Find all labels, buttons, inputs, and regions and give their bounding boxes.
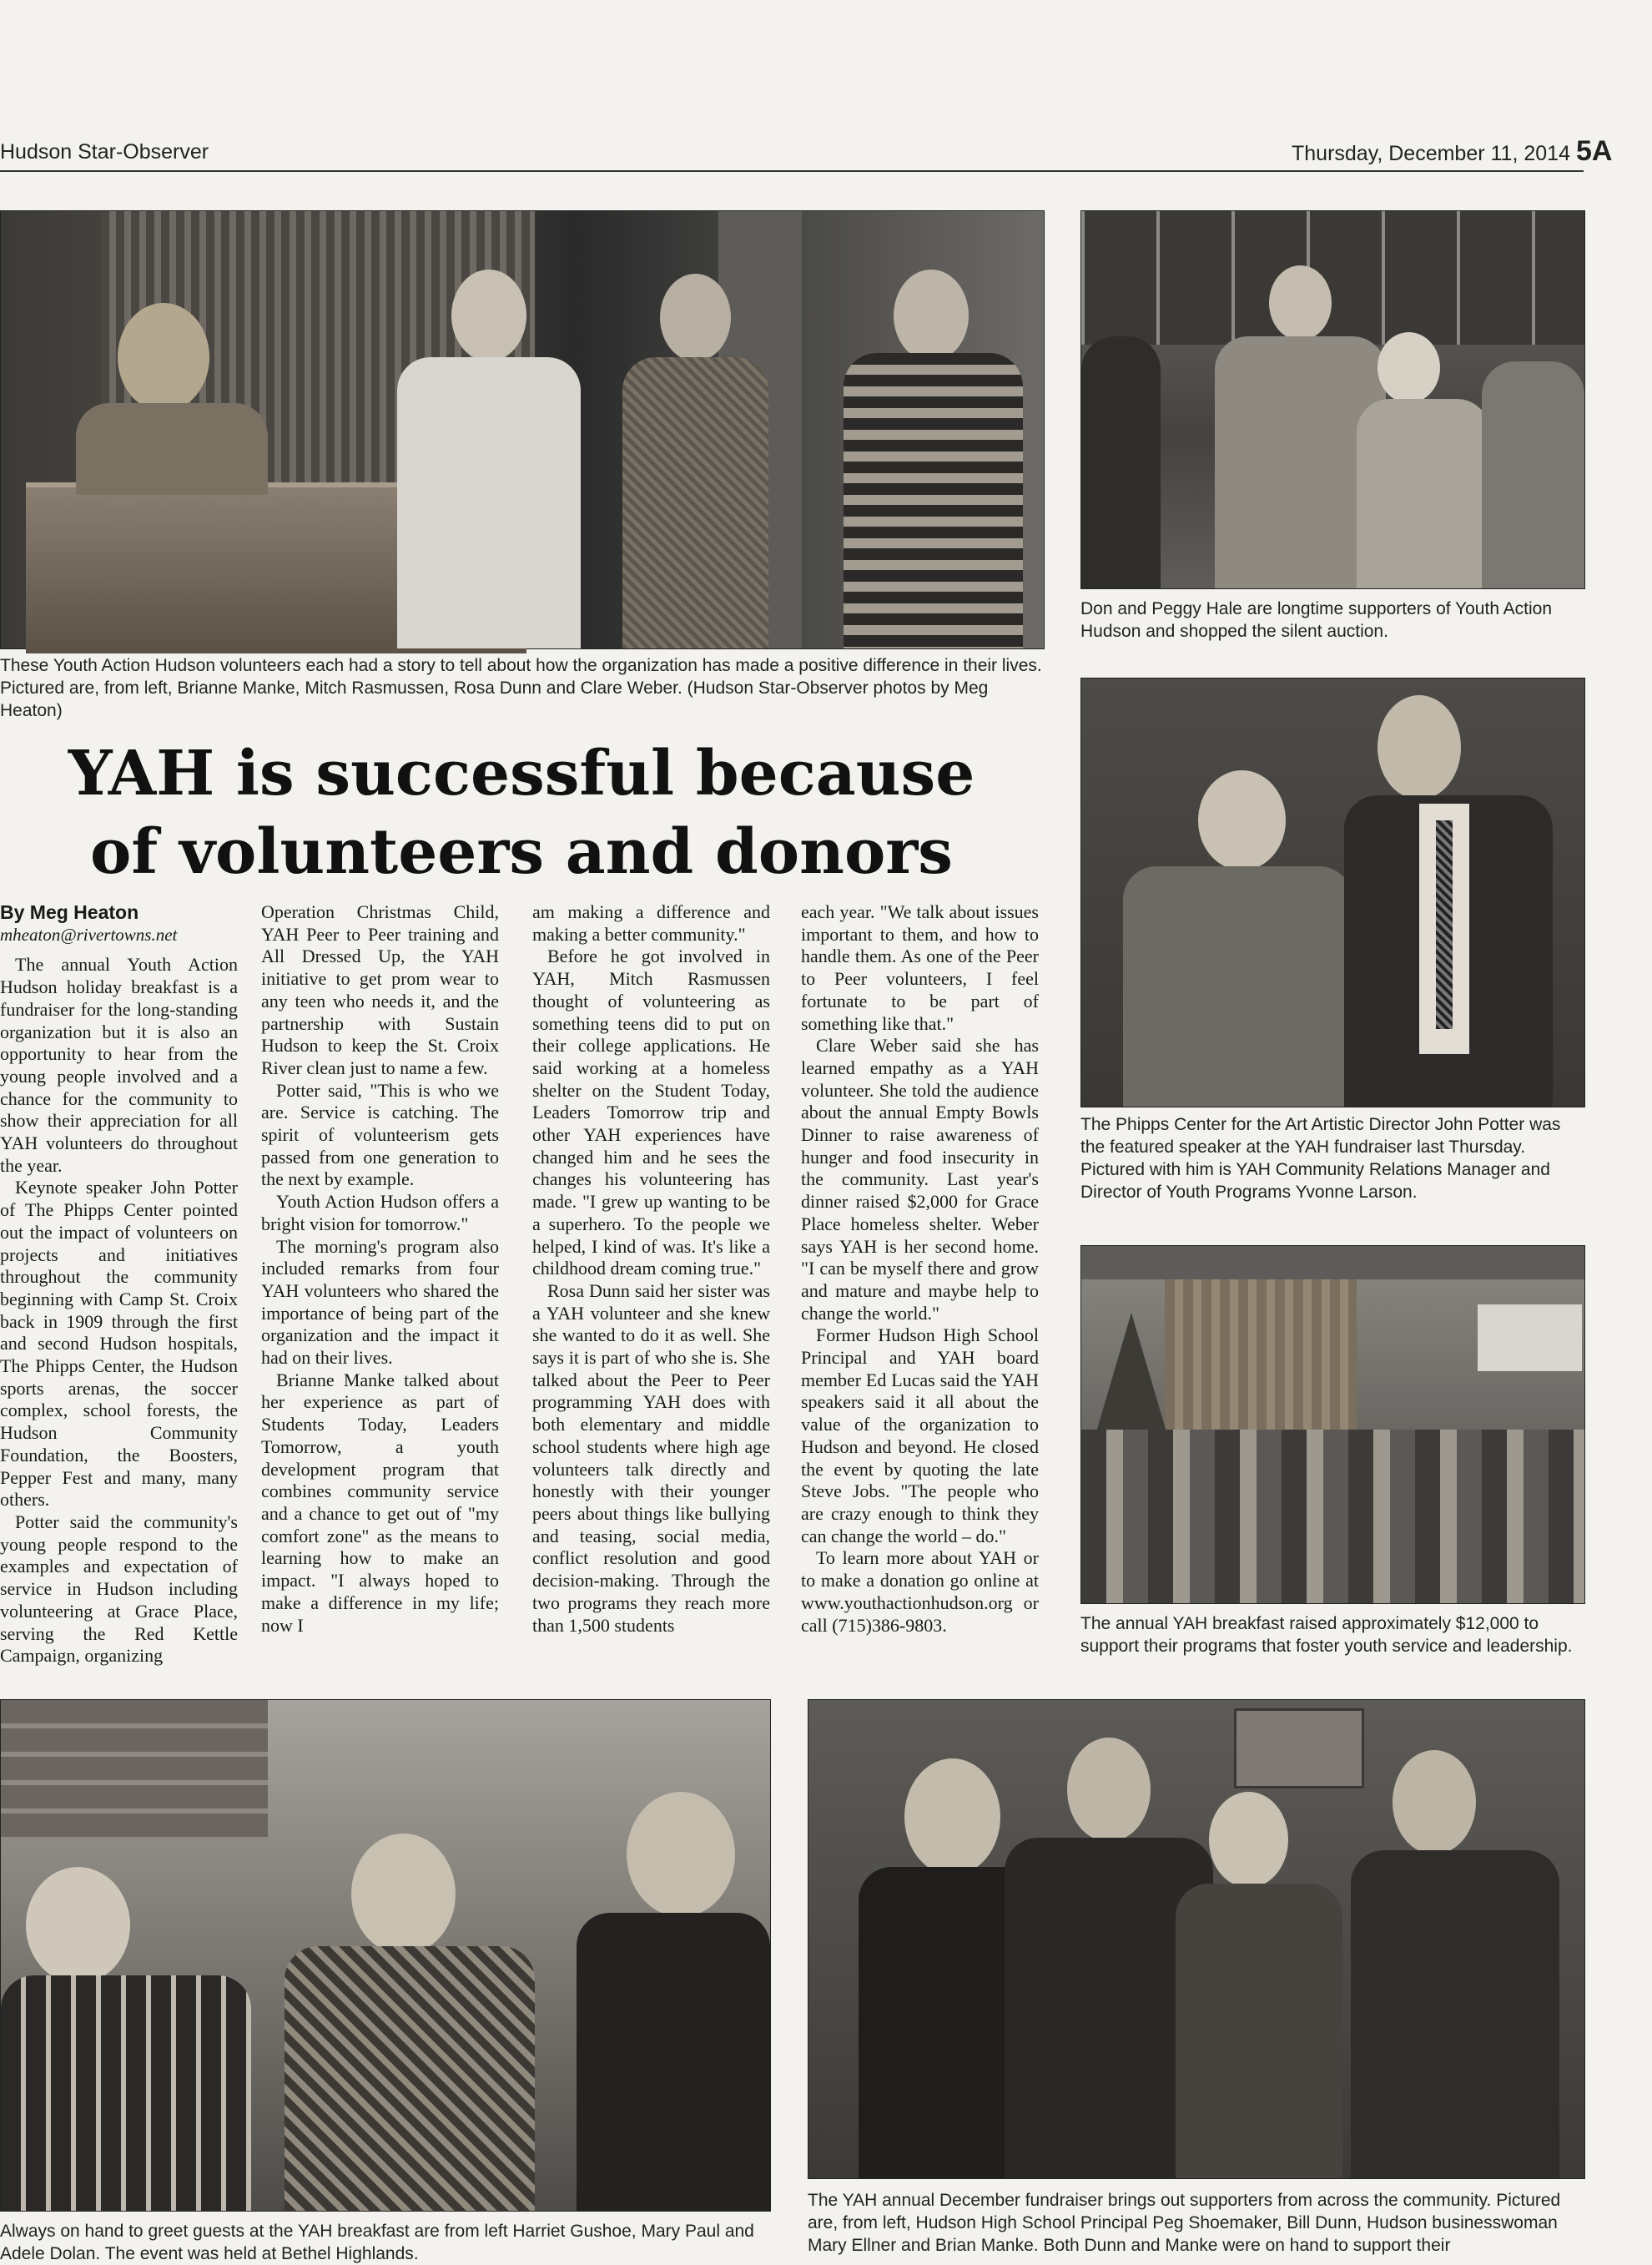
hall-wall-panel <box>1165 1279 1357 1438</box>
person-background-right <box>1482 361 1584 588</box>
person-rosa-head <box>660 274 731 361</box>
person-dunn-head <box>1067 1738 1151 1842</box>
article-column-3 <box>532 901 770 1637</box>
person-manke-body <box>1351 1850 1559 2178</box>
person-gushoe-body <box>1 1975 251 2211</box>
person-dolan-body <box>577 1913 770 2211</box>
paragraph: Clare Weber said she has learned empathy as a YAH volunteer. She told the audience about the annual Empty Bowls Dinner to raise awareness of hunger and food insecurity in the community. Last year's dinner raised $2,000 for Grace Place homeless shelter. Weber says YAH is her second home. "I can be myself there and grow and mature and maybe help to change the world." <box>801 1035 1039 1324</box>
paragraph: Potter said, "This is who we are. Service is catching. The spirit of volunteerism gets passed from one generation to the next by example. <box>261 1079 499 1190</box>
hall-ceiling <box>1081 1246 1584 1279</box>
guests-crowd <box>1081 1430 1584 1603</box>
person-larson-head <box>1198 770 1286 870</box>
caption-hale: Don and Peggy Hale are longtime supporters of Youth Action Hudson and shopped the silent auction. <box>1080 599 1553 641</box>
person-paul-body <box>285 1946 535 2211</box>
caption-breakfast: The annual YAH breakfast raised approximately $12,000 to support their programs that foster youth service and leadership. <box>1080 1614 1573 1656</box>
person-paul-head <box>351 1834 456 1955</box>
date-text: Thursday, December 11, 2014 <box>1292 142 1570 165</box>
caption-potter: The Phipps Center for the Art Artistic Director John Potter was the featured speaker at the YAH fundraiser last Thursday. Pictured with him is YAH Community Relations Manager and Director of Youth Programs Yvonne Larson. <box>1080 1115 1561 1202</box>
headline <box>0 734 1043 891</box>
shelf <box>1 1700 268 1842</box>
person-peggy-body <box>1357 399 1490 588</box>
person-dolan-head <box>627 1792 735 1917</box>
person-mitch-head <box>451 270 526 361</box>
paragraph: Former Hudson High School Principal and YAH board member Ed Lucas said the YAH speakers said it all about the value of the organization to Hudson and beyond. He closed the event by quoting the late Steve Jobs. "The people who are crazy enough to think they can change the world – do." <box>801 1324 1039 1546</box>
headline-line-2: of volunteers and donors <box>90 816 953 888</box>
issue-date <box>1292 135 1612 168</box>
article-column-4 <box>801 901 1039 1637</box>
header-rule <box>0 170 1584 172</box>
article-column-2 <box>261 901 499 1637</box>
person-brianne-head <box>118 303 209 411</box>
photo-volunteers <box>0 210 1045 649</box>
paragraph: Brianne Manke talked about her experience as part of Students Today, Leaders Tomorrow, a youth development program that combines community service and a chance to get out of "my comfort zone" as the means to learning how to make an impact. "I always hoped to make a difference in my life; now I <box>261 1369 499 1636</box>
person-ellner-body <box>1176 1884 1342 2178</box>
caption-volunteers: These Youth Action Hudson volunteers each had a story to tell about how the organization has made a positive difference in their lives. Pictured are, from left, Brianne Manke, Mitch Rasmussen, Rosa Dunn and Clare Weber. (Hudson Star-Observer photos by Meg Heaton) <box>0 656 1042 720</box>
person-manke-head <box>1393 1750 1476 1854</box>
paragraph: Youth Action Hudson offers a bright vision for tomorrow." <box>261 1191 499 1234</box>
person-mitch-body <box>397 357 581 648</box>
caption-greeters: Always on hand to greet guests at the YAH breakfast are from left Harriet Gushoe, Mary Paul and Adele Dolan. The event was held at Bethel Highlands. <box>0 2222 754 2263</box>
photo-supporters <box>808 1699 1585 2179</box>
photo-greeters <box>0 1699 771 2212</box>
person-ellner-head <box>1209 1792 1288 1888</box>
photo-hale <box>1080 210 1585 589</box>
paragraph: Rosa Dunn said her sister was a YAH volunteer and she knew she wanted to do it as well. She says it is part of who she is. She talked about the Peer to Peer programming YAH does with both elementary and middle school students where high age volunteers talk directly and honestly with their younger peers about things like bullying and teasing, social media, conflict resolution and good decision-making. Through the two programs they reach more than 1,500 students <box>532 1279 770 1636</box>
person-clare-body <box>844 353 1023 648</box>
person-larson-body <box>1123 866 1352 1107</box>
person-shoemaker-head <box>904 1758 1000 1875</box>
person-background-left <box>1081 336 1161 588</box>
photo-potter <box>1080 678 1585 1107</box>
page-number: 5A <box>1575 135 1613 167</box>
paragraph: each year. "We talk about issues important to them, and how to handle them. As one of the Peer to Peer volunteers, I feel fortunate to be part of something like that." <box>801 901 1039 1034</box>
caption-supporters: The YAH annual December fundraiser brings out supporters from across the community. Pictured are, from left, Hudson High School Principal Peg Shoemaker, Bill Dunn, Hudson businesswoman Mary Ellner and Brian Manke. Both Dunn and Manke were on hand to support their <box>808 2191 1561 2255</box>
byline: By Meg Heaton <box>0 901 139 923</box>
paragraph: The annual Youth Action Hudson holiday breakfast is a fundraiser for the long-standing organization but it is also an opportunity to hear from the young people involved and a chance for the community to show their appreciation for all YAH volunteers do throughout the year. <box>0 954 238 1176</box>
paragraph: Before he got involved in YAH, Mitch Rasmussen thought of volunteering as something teens did to put on their college applications. He said working at a homeless shelter on the Student Today, Leaders Tomorrow trip and other YAH experiences have changed him and he sees the changes his volunteering has made. "I grew up wanting to be a superhero. To the people we helped, I kind of was. It's like a childhood dream coming true." <box>532 946 770 1279</box>
banner <box>1478 1304 1582 1371</box>
person-clare-head <box>894 270 969 361</box>
paragraph: am making a difference and making a better community." <box>532 901 770 945</box>
window-frames <box>1081 211 1584 345</box>
paragraph: Operation Christmas Child, YAH Peer to Peer training and All Dressed Up, the YAH initiative to get prom wear to any teen who needs it, and the partnership with Sustain Hudson to keep the St. Croix River clean just to name a few. <box>261 901 499 1078</box>
photo-breakfast <box>1080 1245 1585 1604</box>
paragraph: The morning's program also included remarks from four YAH volunteers who shared the importance of being part of the organization and the impact it had on their lives. <box>261 1235 499 1369</box>
person-potter-head <box>1378 695 1461 800</box>
person-rosa-body <box>622 357 768 648</box>
author-email: mheaton@rivertowns.net <box>0 924 178 945</box>
person-don-head <box>1269 265 1332 341</box>
potter-tie <box>1436 820 1453 1029</box>
paragraph: Potter said the community's young people respond to the examples and expectation of service in Hudson including volunteering at Grace Place, serving the Red Kettle Campaign, organizing <box>0 1511 238 1667</box>
person-peggy-head <box>1378 332 1440 403</box>
person-gushoe-head <box>26 1867 130 1984</box>
wall-painting <box>1234 1708 1364 1788</box>
paragraph: Keynote speaker John Potter of The Phipps Center pointed out the impact of volunteers on projects and initiatives throughout the community beginning with Camp St. Croix back in 1909 through the first and second Hudson hospitals, The Phipps Center, the Hudson sports arenas, the soccer complex, school forests, the Hudson Community Foundation, the Boosters, Pepper Fest and many, many others. <box>0 1177 238 1511</box>
person-brianne-body <box>76 403 268 495</box>
headline-line-1: YAH is successful because <box>68 738 975 810</box>
paper-name: Hudson Star-Observer <box>0 140 209 164</box>
paragraph: To learn more about YAH or to make a donation go online at www.youthactionhudson.org or call (715)386-9803. <box>801 1547 1039 1636</box>
article-column-1 <box>0 901 238 1667</box>
